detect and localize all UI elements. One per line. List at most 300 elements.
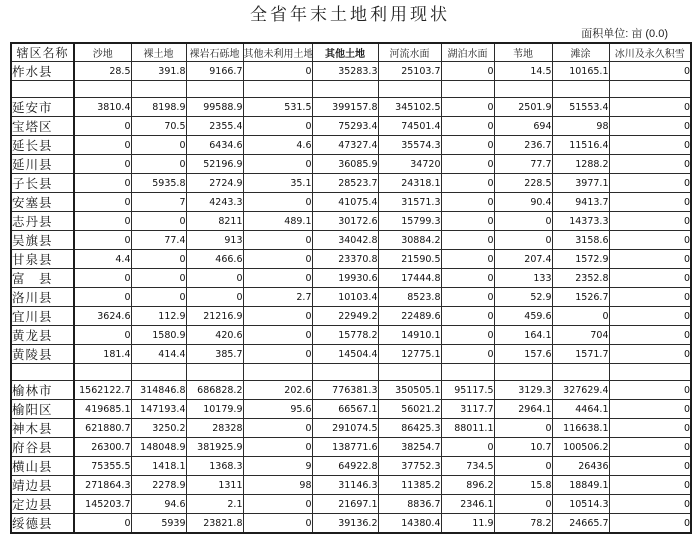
value-cell: 0 [441, 62, 494, 81]
value-cell [312, 364, 378, 381]
value-cell: 0 [609, 117, 691, 136]
value-cell: 694 [494, 117, 552, 136]
table-row [11, 400, 691, 419]
value-cell: 95117.5 [441, 381, 494, 400]
value-cell: 0 [441, 98, 494, 117]
value-cell: 52.9 [494, 288, 552, 307]
district-name-cell: 延川县 [11, 155, 74, 174]
value-cell: 1288.2 [552, 155, 609, 174]
value-cell: 2355.4 [186, 117, 243, 136]
value-cell [74, 364, 131, 381]
value-cell: 35.1 [243, 174, 312, 193]
value-cell: 0 [243, 155, 312, 174]
value-cell [609, 364, 691, 381]
value-cell: 0 [609, 288, 691, 307]
district-name-cell: 榆林市 [11, 381, 74, 400]
value-cell: 0 [441, 212, 494, 231]
value-cell: 31146.3 [312, 476, 378, 495]
value-cell: 0 [131, 288, 186, 307]
value-cell: 0 [494, 212, 552, 231]
value-cell: 0 [609, 326, 691, 345]
value-cell: 236.7 [494, 136, 552, 155]
column-header: 滩涂 [552, 43, 609, 62]
value-cell [552, 81, 609, 98]
value-cell: 19930.6 [312, 269, 378, 288]
value-cell: 30884.2 [378, 231, 441, 250]
value-cell: 11516.4 [552, 136, 609, 155]
district-name-cell: 府谷县 [11, 438, 74, 457]
value-cell: 0 [74, 136, 131, 155]
value-cell: 14504.4 [312, 345, 378, 364]
value-cell: 0 [494, 231, 552, 250]
value-cell: 86425.3 [378, 419, 441, 438]
table-row [11, 476, 691, 495]
value-cell: 9413.7 [552, 193, 609, 212]
column-header: 沙地 [74, 43, 131, 62]
value-cell: 2346.1 [441, 495, 494, 514]
value-cell: 419685.1 [74, 400, 131, 419]
value-cell: 0 [131, 250, 186, 269]
spacer-row [11, 364, 691, 381]
value-cell: 0 [441, 136, 494, 155]
value-cell: 3624.6 [74, 307, 131, 326]
value-cell: 0 [74, 193, 131, 212]
value-cell: 10514.3 [552, 495, 609, 514]
value-cell: 78.2 [494, 514, 552, 534]
table-row [11, 174, 691, 193]
value-cell: 14380.4 [378, 514, 441, 534]
value-cell: 88011.1 [441, 419, 494, 438]
value-cell: 3810.4 [74, 98, 131, 117]
value-cell: 0 [441, 326, 494, 345]
value-cell: 420.6 [186, 326, 243, 345]
document-title: 全省年末土地利用现状 [250, 5, 450, 24]
value-cell: 11385.2 [378, 476, 441, 495]
value-cell: 0 [243, 419, 312, 438]
value-cell: 1311 [186, 476, 243, 495]
value-cell: 0 [74, 174, 131, 193]
value-cell: 94.6 [131, 495, 186, 514]
value-cell: 145203.7 [74, 495, 131, 514]
value-cell: 0 [609, 457, 691, 476]
column-header: 苇地 [494, 43, 552, 62]
value-cell: 181.4 [74, 345, 131, 364]
district-name-cell: 延长县 [11, 136, 74, 155]
value-cell [494, 81, 552, 98]
value-cell [609, 81, 691, 98]
value-cell: 0 [609, 250, 691, 269]
value-cell [378, 364, 441, 381]
value-cell: 0 [609, 62, 691, 81]
district-name-cell: 甘泉县 [11, 250, 74, 269]
district-name-cell: 宝塔区 [11, 117, 74, 136]
value-cell: 0 [609, 381, 691, 400]
value-cell: 350505.1 [378, 381, 441, 400]
district-name-cell: 吴旗县 [11, 231, 74, 250]
value-cell: 10.7 [494, 438, 552, 457]
column-header: 其他未利用土地 [243, 43, 312, 62]
value-cell: 228.5 [494, 174, 552, 193]
value-cell: 6434.6 [186, 136, 243, 155]
value-cell: 686828.2 [186, 381, 243, 400]
value-cell: 5935.8 [131, 174, 186, 193]
value-cell: 1368.3 [186, 457, 243, 476]
value-cell: 5939 [131, 514, 186, 534]
district-name-cell: 延安市 [11, 98, 74, 117]
value-cell: 345102.5 [378, 98, 441, 117]
table-row [11, 326, 691, 345]
value-cell: 3977.1 [552, 174, 609, 193]
value-cell: 8211 [186, 212, 243, 231]
value-cell: 18849.1 [552, 476, 609, 495]
value-cell: 75355.5 [74, 457, 131, 476]
value-cell: 39136.2 [312, 514, 378, 534]
value-cell: 9 [243, 457, 312, 476]
value-cell: 0 [441, 288, 494, 307]
table-row [11, 438, 691, 457]
table-row [11, 495, 691, 514]
value-cell: 77.7 [494, 155, 552, 174]
value-cell: 0 [74, 117, 131, 136]
value-cell [441, 81, 494, 98]
value-cell: 0 [441, 250, 494, 269]
district-name-cell: 黄陵县 [11, 345, 74, 364]
value-cell: 0 [441, 231, 494, 250]
table-row [11, 231, 691, 250]
value-cell: 0 [441, 174, 494, 193]
value-cell: 776381.3 [312, 381, 378, 400]
value-cell: 15778.2 [312, 326, 378, 345]
value-cell [186, 81, 243, 98]
value-cell: 0 [609, 98, 691, 117]
table-row [11, 307, 691, 326]
value-cell: 0 [609, 136, 691, 155]
value-cell: 4.4 [74, 250, 131, 269]
value-cell: 0 [243, 345, 312, 364]
value-cell: 35283.3 [312, 62, 378, 81]
value-cell: 10103.4 [312, 288, 378, 307]
value-cell: 0 [243, 269, 312, 288]
value-cell: 28523.7 [312, 174, 378, 193]
table-row [11, 62, 691, 81]
district-name-cell: 子长县 [11, 174, 74, 193]
value-cell: 1580.9 [131, 326, 186, 345]
value-cell: 0 [74, 326, 131, 345]
value-cell: 0 [74, 155, 131, 174]
value-cell: 0 [243, 62, 312, 81]
header-row [11, 43, 691, 62]
value-cell: 0 [609, 419, 691, 438]
value-cell: 489.1 [243, 212, 312, 231]
area-unit-note: 面积单位: 亩 (0.0) [581, 28, 668, 40]
value-cell: 74501.4 [378, 117, 441, 136]
value-cell: 17444.8 [378, 269, 441, 288]
district-name-cell [11, 364, 74, 381]
table-row [11, 288, 691, 307]
value-cell: 0 [74, 288, 131, 307]
value-cell: 8836.7 [378, 495, 441, 514]
value-cell: 66567.1 [312, 400, 378, 419]
table-row [11, 193, 691, 212]
value-cell: 0 [131, 136, 186, 155]
value-cell: 36085.9 [312, 155, 378, 174]
value-cell: 0 [243, 307, 312, 326]
value-cell: 1572.9 [552, 250, 609, 269]
district-name-cell: 洛川县 [11, 288, 74, 307]
value-cell: 95.6 [243, 400, 312, 419]
value-cell: 133 [494, 269, 552, 288]
value-cell: 459.6 [494, 307, 552, 326]
column-header: 裸土地 [131, 43, 186, 62]
value-cell: 704 [552, 326, 609, 345]
value-cell: 28.5 [74, 62, 131, 81]
value-cell: 9166.7 [186, 62, 243, 81]
value-cell: 22949.2 [312, 307, 378, 326]
value-cell: 75293.4 [312, 117, 378, 136]
value-cell: 47327.4 [312, 136, 378, 155]
value-cell [494, 364, 552, 381]
value-cell [131, 81, 186, 98]
value-cell: 466.6 [186, 250, 243, 269]
value-cell [312, 81, 378, 98]
value-cell: 0 [186, 269, 243, 288]
value-cell: 34042.8 [312, 231, 378, 250]
value-cell: 0 [609, 495, 691, 514]
value-cell: 896.2 [441, 476, 494, 495]
table-row [11, 269, 691, 288]
value-cell: 147193.4 [131, 400, 186, 419]
column-header: 其他土地 [312, 43, 378, 62]
value-cell: 4243.3 [186, 193, 243, 212]
value-cell: 12775.1 [378, 345, 441, 364]
value-cell: 26300.7 [74, 438, 131, 457]
table-row [11, 457, 691, 476]
value-cell: 0 [609, 269, 691, 288]
column-header: 河流水面 [378, 43, 441, 62]
value-cell [378, 81, 441, 98]
value-cell: 0 [494, 457, 552, 476]
value-cell [131, 364, 186, 381]
value-cell: 3250.2 [131, 419, 186, 438]
value-cell: 0 [552, 307, 609, 326]
value-cell [552, 364, 609, 381]
value-cell: 391.8 [131, 62, 186, 81]
value-cell: 34720 [378, 155, 441, 174]
value-cell: 4464.1 [552, 400, 609, 419]
table-row [11, 514, 691, 534]
value-cell: 98 [243, 476, 312, 495]
table-body [11, 62, 691, 534]
value-cell: 2.7 [243, 288, 312, 307]
value-cell: 0 [131, 212, 186, 231]
table-row [11, 381, 691, 400]
value-cell: 2.1 [186, 495, 243, 514]
land-use-table [10, 42, 692, 534]
value-cell: 0 [243, 438, 312, 457]
value-cell: 0 [609, 438, 691, 457]
value-cell: 0 [131, 155, 186, 174]
value-cell: 0 [609, 212, 691, 231]
value-cell: 22489.6 [378, 307, 441, 326]
value-cell: 0 [74, 212, 131, 231]
value-cell: 0 [441, 269, 494, 288]
value-cell: 291074.5 [312, 419, 378, 438]
value-cell: 3117.7 [441, 400, 494, 419]
value-cell: 327629.4 [552, 381, 609, 400]
value-cell: 0 [609, 514, 691, 534]
value-cell: 0 [441, 438, 494, 457]
value-cell: 15799.3 [378, 212, 441, 231]
district-name-cell: 定边县 [11, 495, 74, 514]
value-cell: 271864.3 [74, 476, 131, 495]
value-cell: 3129.3 [494, 381, 552, 400]
value-cell: 164.1 [494, 326, 552, 345]
value-cell: 56021.2 [378, 400, 441, 419]
table-row [11, 212, 691, 231]
district-column-header: 辖区名称 [11, 43, 74, 62]
value-cell: 0 [609, 193, 691, 212]
value-cell: 399157.8 [312, 98, 378, 117]
value-cell: 64922.8 [312, 457, 378, 476]
value-cell: 157.6 [494, 345, 552, 364]
value-cell: 24665.7 [552, 514, 609, 534]
value-cell: 21697.1 [312, 495, 378, 514]
value-cell [74, 81, 131, 98]
value-cell: 8523.8 [378, 288, 441, 307]
value-cell: 41075.4 [312, 193, 378, 212]
value-cell: 7 [131, 193, 186, 212]
value-cell: 14373.3 [552, 212, 609, 231]
value-cell: 414.4 [131, 345, 186, 364]
value-cell: 0 [441, 307, 494, 326]
table-row [11, 345, 691, 364]
value-cell: 14.5 [494, 62, 552, 81]
value-cell: 207.4 [494, 250, 552, 269]
value-cell: 100506.2 [552, 438, 609, 457]
district-name-cell: 横山县 [11, 457, 74, 476]
value-cell: 116638.1 [552, 419, 609, 438]
spacer-row [11, 81, 691, 98]
value-cell: 385.7 [186, 345, 243, 364]
value-cell: 8198.9 [131, 98, 186, 117]
value-cell: 138771.6 [312, 438, 378, 457]
value-cell: 37752.3 [378, 457, 441, 476]
value-cell: 0 [609, 307, 691, 326]
value-cell: 0 [131, 269, 186, 288]
value-cell: 913 [186, 231, 243, 250]
value-cell: 734.5 [441, 457, 494, 476]
district-name-cell: 志丹县 [11, 212, 74, 231]
value-cell: 381925.9 [186, 438, 243, 457]
table-head [11, 43, 691, 62]
value-cell: 24318.1 [378, 174, 441, 193]
value-cell: 0 [609, 476, 691, 495]
value-cell: 0 [441, 155, 494, 174]
value-cell: 0 [494, 495, 552, 514]
value-cell: 0 [74, 269, 131, 288]
value-cell: 2724.9 [186, 174, 243, 193]
value-cell: 2278.9 [131, 476, 186, 495]
value-cell [186, 364, 243, 381]
district-name-cell: 富 县 [11, 269, 74, 288]
value-cell: 0 [74, 231, 131, 250]
value-cell: 0 [243, 326, 312, 345]
value-cell: 10179.9 [186, 400, 243, 419]
district-name-cell: 绥德县 [11, 514, 74, 534]
value-cell: 0 [243, 231, 312, 250]
table-row [11, 117, 691, 136]
value-cell: 77.4 [131, 231, 186, 250]
value-cell: 0 [74, 514, 131, 534]
column-header: 冰川及永久积雪 [609, 43, 691, 62]
value-cell: 21216.9 [186, 307, 243, 326]
value-cell: 21590.5 [378, 250, 441, 269]
value-cell: 1526.7 [552, 288, 609, 307]
value-cell: 98 [552, 117, 609, 136]
value-cell: 2964.1 [494, 400, 552, 419]
value-cell: 0 [243, 495, 312, 514]
column-header: 湖泊水面 [441, 43, 494, 62]
value-cell: 90.4 [494, 193, 552, 212]
value-cell: 112.9 [131, 307, 186, 326]
value-cell: 30172.6 [312, 212, 378, 231]
table-row [11, 98, 691, 117]
value-cell: 51553.4 [552, 98, 609, 117]
value-cell [243, 364, 312, 381]
value-cell: 0 [609, 174, 691, 193]
value-cell: 0 [609, 345, 691, 364]
value-cell: 1562122.7 [74, 381, 131, 400]
district-name-cell: 安塞县 [11, 193, 74, 212]
value-cell: 23370.8 [312, 250, 378, 269]
value-cell: 202.6 [243, 381, 312, 400]
value-cell: 314846.8 [131, 381, 186, 400]
district-name-cell: 榆阳区 [11, 400, 74, 419]
value-cell: 25103.7 [378, 62, 441, 81]
value-cell: 99588.9 [186, 98, 243, 117]
value-cell: 0 [243, 193, 312, 212]
value-cell: 10165.1 [552, 62, 609, 81]
value-cell: 38254.7 [378, 438, 441, 457]
value-cell: 2352.8 [552, 269, 609, 288]
value-cell: 0 [494, 419, 552, 438]
value-cell: 26436 [552, 457, 609, 476]
district-name-cell: 宜川县 [11, 307, 74, 326]
value-cell: 4.6 [243, 136, 312, 155]
value-cell: 148048.9 [131, 438, 186, 457]
value-cell [441, 364, 494, 381]
value-cell: 3158.6 [552, 231, 609, 250]
value-cell: 52196.9 [186, 155, 243, 174]
value-cell: 531.5 [243, 98, 312, 117]
value-cell: 11.9 [441, 514, 494, 534]
value-cell: 0 [609, 231, 691, 250]
value-cell: 14910.1 [378, 326, 441, 345]
value-cell: 28328 [186, 419, 243, 438]
value-cell: 0 [186, 288, 243, 307]
value-cell: 0 [609, 400, 691, 419]
table-row [11, 250, 691, 269]
district-name-cell: 柞水县 [11, 62, 74, 81]
district-name-cell: 黄龙县 [11, 326, 74, 345]
table-row [11, 136, 691, 155]
value-cell: 0 [441, 117, 494, 136]
value-cell: 0 [441, 193, 494, 212]
value-cell: 2501.9 [494, 98, 552, 117]
value-cell: 31571.3 [378, 193, 441, 212]
value-cell: 1571.7 [552, 345, 609, 364]
value-cell: 0 [243, 514, 312, 534]
